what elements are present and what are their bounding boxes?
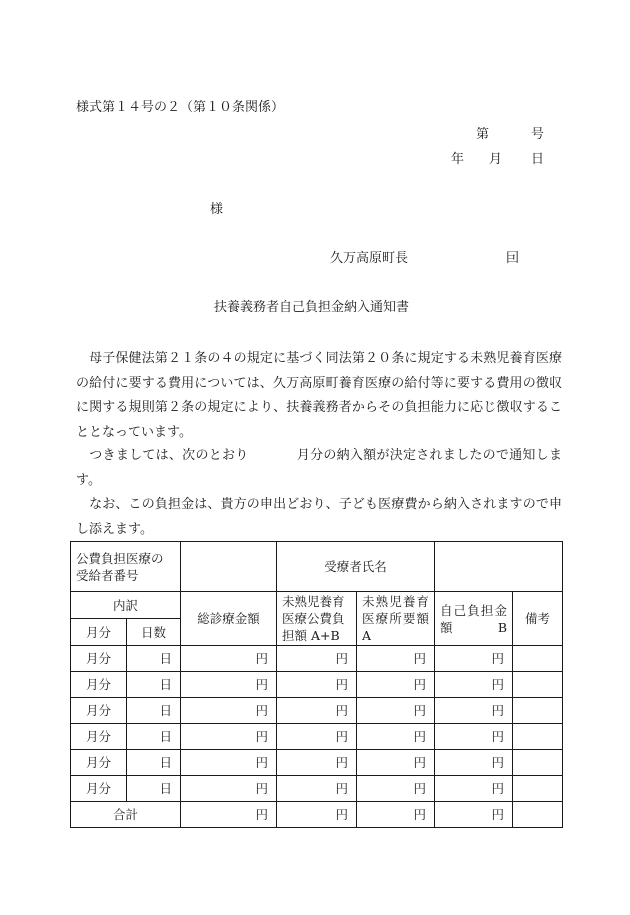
- remarks-cell: [513, 776, 563, 802]
- days-cell: 日: [127, 776, 181, 802]
- paragraph-3-text: なお、この負担金は、貴方の申出どおり、子ども医療費から納入されますので申し添えます。: [76, 497, 562, 537]
- addressee-suffix: 様: [210, 202, 224, 217]
- self-pay-cell: 円: [435, 672, 513, 698]
- total-fee-cell: 円: [181, 646, 277, 672]
- table-row: [71, 750, 563, 776]
- body-paragraph-2: [76, 444, 562, 493]
- table-row: [71, 672, 563, 698]
- days-cell: 日: [127, 698, 181, 724]
- self-pay-label: 自己負担金額 B: [435, 592, 513, 646]
- document-title: 扶養義務者自己負担金納入通知書: [214, 300, 410, 315]
- total-fee-label: 総診療金額: [181, 592, 277, 646]
- table-row: [71, 646, 563, 672]
- total-remarks-cell: [513, 802, 563, 828]
- public-expense-cell: 円: [277, 672, 357, 698]
- table-header-row-2: [71, 592, 563, 619]
- days-label: 日数: [127, 619, 181, 646]
- month-label: 月分: [71, 619, 127, 646]
- recipient-number-label: 公費負担医療の受給者番号: [71, 542, 181, 592]
- required-amount-label: 未熟児養育医療所要額 A: [357, 592, 435, 646]
- remarks-cell: [513, 646, 563, 672]
- patient-name-value: [435, 542, 563, 592]
- paragraph-1-text: 母子保健法第２１条の４の規定に基づく同法第２０条に規定する未熟児養育医療の給付に要する費用については、久万高原町養育医療の給付等に要する費用の徴収に関する規則第２条の規定により、扶養義務者からその負担能力に応じ徴収することとなっています。: [76, 351, 562, 440]
- recipient-number-value: [181, 542, 277, 592]
- paragraph-2-text-before: つきましては、次のとおり: [89, 448, 249, 463]
- self-pay-cell: 円: [435, 646, 513, 672]
- total-required-amount-cell: 円: [357, 802, 435, 828]
- required-amount-cell: 円: [357, 750, 435, 776]
- month-cell: 月分: [71, 672, 127, 698]
- total-label: 合計: [71, 802, 181, 828]
- date-month: 月: [489, 152, 503, 167]
- days-cell: 日: [127, 672, 181, 698]
- total-fee-cell: 円: [181, 802, 277, 828]
- issuer-name: 久万高原町長: [330, 251, 409, 266]
- document-number-prefix: 第: [476, 127, 490, 142]
- body-paragraph-3: [76, 493, 562, 542]
- total-fee-cell: 円: [181, 698, 277, 724]
- required-amount-cell: 円: [357, 646, 435, 672]
- public-expense-label: 未熟児養育医療公費負担額 A+B: [277, 592, 357, 646]
- seal-mark: 囙: [506, 251, 520, 266]
- total-fee-cell: 円: [181, 672, 277, 698]
- month-cell: 月分: [71, 724, 127, 750]
- total-row: [71, 802, 563, 828]
- self-pay-cell: 円: [435, 698, 513, 724]
- remarks-cell: [513, 672, 563, 698]
- month-cell: 月分: [71, 698, 127, 724]
- total-fee-cell: 円: [181, 750, 277, 776]
- form-number: 様式第１４号の２（第１０条関係）: [76, 100, 285, 115]
- date-day: 日: [531, 152, 545, 167]
- public-expense-cell: 円: [277, 776, 357, 802]
- month-cell: 月分: [71, 750, 127, 776]
- patient-name-label: 受療者氏名: [277, 542, 435, 592]
- document-number-suffix: 号: [531, 127, 545, 142]
- required-amount-cell: 円: [357, 724, 435, 750]
- remarks-cell: [513, 750, 563, 776]
- table-body: [71, 646, 563, 802]
- self-pay-cell: 円: [435, 750, 513, 776]
- days-cell: 日: [127, 750, 181, 776]
- total-public-expense-cell: 円: [277, 802, 357, 828]
- body-paragraph-1: [76, 347, 562, 445]
- month-cell: 月分: [71, 776, 127, 802]
- days-cell: 日: [127, 724, 181, 750]
- total-self-pay-cell: 円: [435, 802, 513, 828]
- breakdown-label: 内訳: [71, 592, 181, 619]
- date-year: 年: [451, 152, 465, 167]
- month-cell: 月分: [71, 646, 127, 672]
- table-row: [71, 724, 563, 750]
- paragraph-2-text-after: 月分の納入額が決定されましたので通知します。: [76, 448, 562, 488]
- required-amount-cell: 円: [357, 698, 435, 724]
- days-cell: 日: [127, 646, 181, 672]
- public-expense-cell: 円: [277, 750, 357, 776]
- public-expense-cell: 円: [277, 698, 357, 724]
- total-fee-cell: 円: [181, 724, 277, 750]
- remarks-cell: [513, 698, 563, 724]
- public-expense-cell: 円: [277, 646, 357, 672]
- table-header-row-1: [71, 542, 563, 592]
- public-expense-cell: 円: [277, 724, 357, 750]
- remarks-cell: [513, 724, 563, 750]
- required-amount-cell: 円: [357, 672, 435, 698]
- total-fee-cell: 円: [181, 776, 277, 802]
- payment-table: [70, 541, 563, 828]
- table-row: [71, 776, 563, 802]
- required-amount-cell: 円: [357, 776, 435, 802]
- remarks-label: 備考: [513, 592, 563, 646]
- table-row: [71, 698, 563, 724]
- self-pay-cell: 円: [435, 724, 513, 750]
- self-pay-cell: 円: [435, 776, 513, 802]
